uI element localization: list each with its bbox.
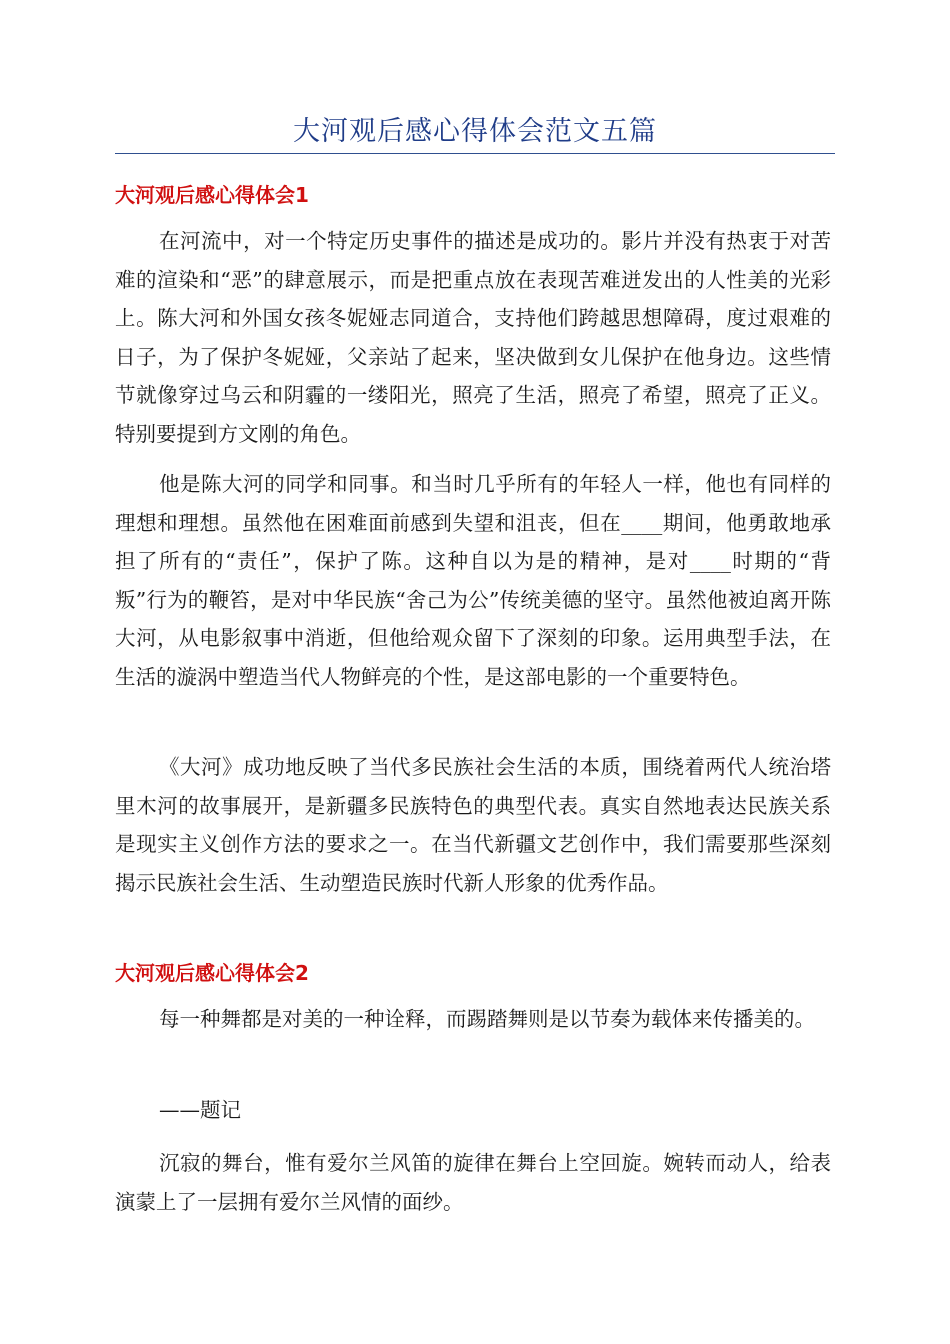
document-title: 大河观后感心得体会范文五篇 [293,116,657,147]
paragraph: 沉寂的舞台，惟有爱尔兰风笛的旋律在舞台上空回旋。婉转而动人，给表演蒙上了一层拥有爱尔兰风情的面纱。 [115,1151,831,1214]
epigraph: ——题记 [159,1098,241,1122]
paragraph: 他是陈大河的同学和同事。和当时几乎所有的年轻人一样，他也有同样的理想和理想。虽然他在困难面前感到失望和沮丧，但在____期间，他勇敢地承担了所有的“责任”，保护了陈。这种自以为是的精神，是对____时期的“背叛”行为的鞭笞，是对中华民族“舍己为公”传统美德的坚守。虽然他被迫离开陈大河，从电影叙事中消逝，但他给观众留下了深刻的印象。运用典型手法，在生活的漩涡中塑造当代人物鲜亮的个性，是这部电影的一个重要特色。 [115,472,831,689]
paragraph: 每一种舞都是对美的一种诠释，而踢踏舞则是以节奏为载体来传播美的。 [159,1007,815,1031]
section-heading-1: 大河观后感心得体会1 [115,183,309,207]
title-divider [115,153,835,154]
section-heading-2: 大河观后感心得体会2 [115,961,309,985]
paragraph: 《大河》成功地反映了当代多民族社会生活的本质，围绕着两代人统治塔里木河的故事展开，是新疆多民族特色的典型代表。真实自然地表达民族关系是现实主义创作方法的要求之一。在当代新疆文艺创作中，我们需要那些深刻揭示民族社会生活、生动塑造民族时代新人形象的优秀作品。 [115,755,831,895]
paragraph: 在河流中，对一个特定历史事件的描述是成功的。影片并没有热衷于对苦难的渲染和“恶”的肆意展示，而是把重点放在表现苦难迸发出的人性美的光彩上。陈大河和外国女孩冬妮娅志同道合，支持他们跨越思想障碍，度过艰难的日子，为了保护冬妮娅，父亲站了起来，坚决做到女儿保护在他身边。这些情节就像穿过乌云和阴霾的一缕阳光，照亮了生活，照亮了希望，照亮了正义。特别要提到方文刚的角色。 [115,229,831,446]
